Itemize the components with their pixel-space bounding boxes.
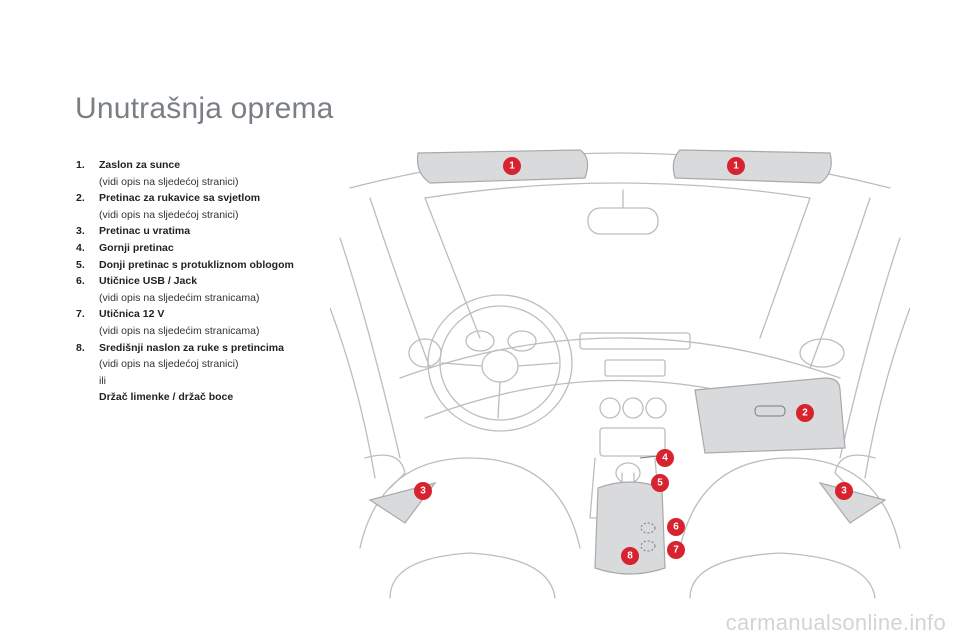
svg-text:6: 6 xyxy=(673,521,679,533)
legend-note: (vidi opis na sljedećoj stranici) xyxy=(99,358,239,371)
legend-number: 3. xyxy=(76,225,85,238)
legend-title: Pretinac za rukavice sa svjetlom xyxy=(99,192,261,205)
watermark-text: carmanualsonline.info xyxy=(725,610,946,635)
callout-8 xyxy=(621,547,639,565)
svg-text:7: 7 xyxy=(673,544,679,556)
legend-title: Donji pretinac s protukliznom oblogom xyxy=(99,258,294,271)
legend-item xyxy=(76,223,341,240)
car-interior-illustration xyxy=(330,128,910,603)
legend-number: 4. xyxy=(76,241,85,254)
svg-text:3: 3 xyxy=(420,485,426,497)
sun-visor-left xyxy=(418,150,588,183)
legend-number: 8. xyxy=(76,341,85,354)
svg-text:4: 4 xyxy=(662,452,668,464)
legend-note: (vidi opis na sljedećim stranicama) xyxy=(99,324,260,337)
callout-4 xyxy=(656,449,674,467)
callout-3-right xyxy=(835,482,853,500)
legend-note: (vidi opis na sljedećoj stranici) xyxy=(99,175,239,188)
legend-note: (vidi opis na sljedećoj stranici) xyxy=(99,208,239,221)
svg-text:5: 5 xyxy=(657,477,663,489)
legend-title: Središnji naslon za ruke s pretincima xyxy=(99,341,284,354)
legend-item xyxy=(76,240,341,257)
svg-text:2: 2 xyxy=(802,407,808,419)
callout-1-right xyxy=(727,157,745,175)
legend-item xyxy=(76,340,341,406)
legend-number: 1. xyxy=(76,159,85,171)
legend-number: 6. xyxy=(76,275,85,288)
svg-text:3: 3 xyxy=(841,485,847,497)
svg-text:1: 1 xyxy=(509,160,515,172)
legend-note-or: ili xyxy=(99,374,106,387)
sun-visor-right xyxy=(673,150,831,183)
callout-5 xyxy=(651,474,669,492)
legend-extra-title: Držač limenke / držač boce xyxy=(99,391,234,404)
legend-note: (vidi opis na sljedećim stranicama) xyxy=(99,291,260,304)
legend-title: Utičnica 12 V xyxy=(99,308,165,321)
legend-title: Zaslon za sunce xyxy=(99,159,181,171)
legend-list xyxy=(76,157,341,406)
legend-item xyxy=(76,257,341,274)
callout-6 xyxy=(667,518,685,536)
legend-number: 5. xyxy=(76,258,85,271)
legend-title: Utičnice USB / Jack xyxy=(99,275,198,288)
legend-item xyxy=(76,190,341,223)
legend-item xyxy=(76,157,341,190)
svg-text:8: 8 xyxy=(627,550,633,562)
callout-1-left xyxy=(503,157,521,175)
callout-3-left xyxy=(414,482,432,500)
legend-number: 2. xyxy=(76,192,85,205)
legend-item xyxy=(76,273,341,306)
page-title: Unutrašnja oprema xyxy=(75,92,334,125)
legend-number: 7. xyxy=(76,308,85,321)
legend-title: Pretinac u vratima xyxy=(99,225,191,238)
callout-2 xyxy=(796,404,814,422)
svg-text:1: 1 xyxy=(733,160,739,172)
legend-item xyxy=(76,306,341,339)
callout-7 xyxy=(667,541,685,559)
legend-title: Gornji pretinac xyxy=(99,241,174,254)
